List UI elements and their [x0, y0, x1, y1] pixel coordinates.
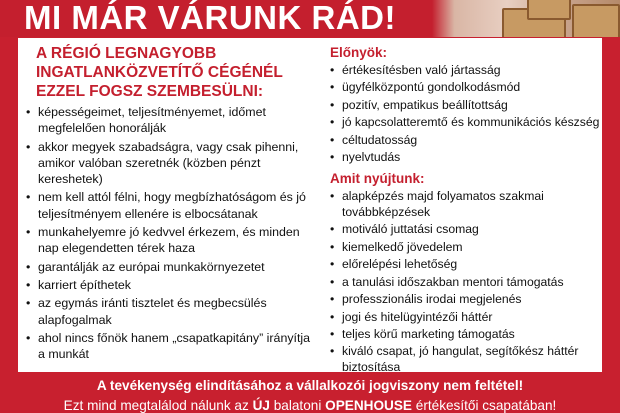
list-item: • munkahelyemre jó kedvvel érkezem, és minden nap elegendetten térek haza: [26, 224, 316, 256]
list-item: • a tanulási időszakban mentori támogatás: [330, 275, 602, 291]
footer-uj: ÚJ: [252, 398, 270, 413]
list-item: • ahol nincs főnök hanem „csapatkapitány” irányítja a munkát: [26, 330, 316, 362]
list-item: • az egymás iránti tisztelet és megbecsülés alapfogalmak: [26, 295, 316, 327]
intro-line: INGATLANKÖZVETÍTŐ CÉGÉNÉL: [36, 64, 283, 81]
content-panel: [18, 38, 602, 375]
list-item: • értékesítésben való jártasság: [330, 63, 602, 79]
offer-title: Amit nyújtunk:: [330, 171, 425, 187]
footer-line-1: A tevékenység elindításához a vállalkozói jogviszony nem feltétel!: [96, 378, 524, 393]
headline: MI MÁR VÁRUNK RÁD!: [24, 0, 396, 36]
header-banner: [0, 0, 620, 37]
list-item: • alapképzés majd folyamatos szakmai továbbképzések: [330, 189, 602, 220]
list-item: • karriert építhetek: [26, 277, 316, 293]
intro-line: EZZEL FOGSZ SZEMBESÜLNI:: [36, 83, 264, 100]
advantages-title: Előnyök:: [330, 45, 388, 60]
list-item: • motiváló juttatási csomag: [330, 222, 602, 238]
list-item: • ügyfélközpontú gondolkodásmód: [330, 80, 602, 96]
intro-heading: [36, 44, 316, 101]
footer-brand: OPENHOUSE: [325, 398, 412, 413]
list-item: • pozitív, empatikus beállítottság: [330, 98, 602, 114]
list-item: • garantálják az európai munkakörnyezetet: [26, 259, 316, 275]
list-item: • céltudatosság: [330, 133, 602, 149]
offer-list: [330, 189, 602, 376]
list-item: • nem kell attól félni, hogy megbízhatóságom és jó teljesítményem ellenére is elbocsátanak: [26, 189, 316, 221]
list-item: • képességeimet, teljesítményemet, időmet megfelelően honorálják: [26, 104, 316, 136]
list-item: • kiemelkedő jövedelem: [330, 240, 602, 256]
footer-line-2: [0, 398, 620, 413]
list-item: • akkor megyek szabadságra, vagy csak pihenni, amikor valóban szeretnék (közben pénzt kereshetek): [26, 139, 316, 188]
list-item: • nyelvtudás: [330, 150, 602, 166]
right-column: [330, 44, 602, 378]
advantages-list: [330, 63, 602, 166]
list-item: • kiváló csapat, jó hangulat, segítőkész háttér biztosítása: [330, 344, 602, 375]
footer-text: balatoni: [269, 398, 326, 413]
list-item: • teljes körű marketing támogatás: [330, 327, 602, 343]
footer-text: Ezt mind megtalálod nálunk az: [63, 398, 253, 413]
header-photo: [432, 0, 620, 37]
intro-line: A RÉGIÓ LEGNAGYOBB: [36, 45, 217, 62]
benefit-list: [26, 104, 316, 362]
left-column: [26, 44, 316, 365]
list-item: • professzionális irodai megjelenés: [330, 292, 602, 308]
list-item: • jó kapcsolatteremtő és kommunikációs készség: [330, 115, 602, 131]
list-item: • jogi és hitelügyintézői háttér: [330, 310, 602, 326]
footer-text: értékesítői csapatában!: [412, 398, 557, 413]
list-item: • előrelépési lehetőség: [330, 257, 602, 273]
